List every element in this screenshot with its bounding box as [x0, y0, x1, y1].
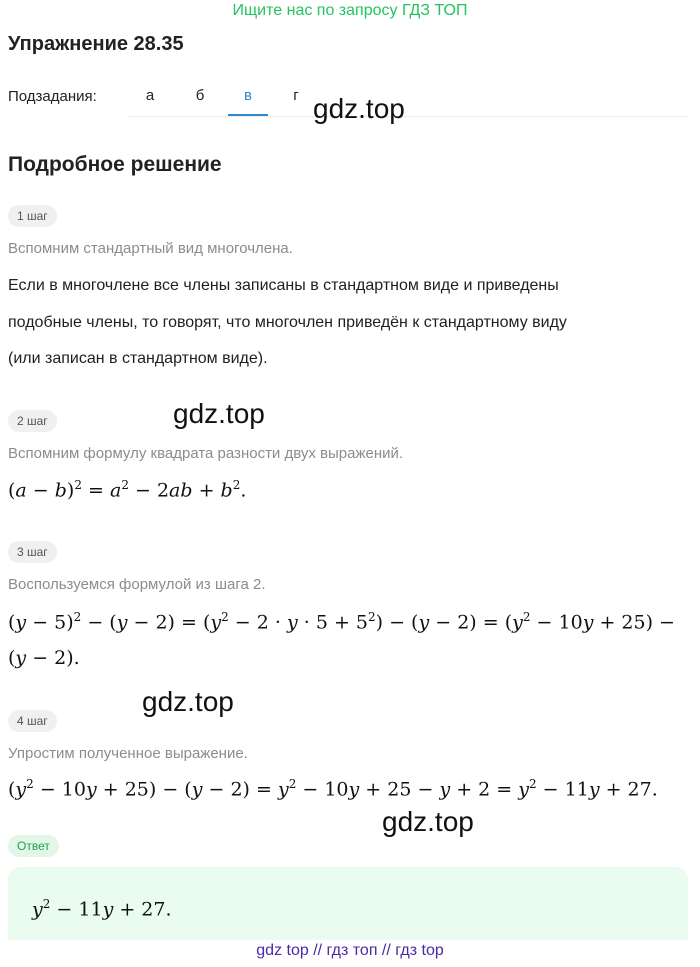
page-title: Упражнение 28.35	[8, 33, 184, 55]
solution-heading: Подробное решение	[8, 153, 222, 176]
step-1-line-1: Если в многочлене все члены записаны в стандартном виде и приведены	[8, 277, 559, 294]
answer-formula: $y^2 - 11y + 27$.	[32, 897, 172, 921]
step-4-formula: $(y^2 - 10y + 25) - (y - 2) = y^2 - 10y + 25 - y + 2 = y^2 - 11y + 27$.	[8, 777, 658, 801]
step-3-formula-line-2: (y − 2).	[8, 647, 80, 669]
step-2-badge: 2 шаг	[8, 410, 57, 432]
step-2-formula: $(a - b)^2 = a^2 - 2ab + b^2$.	[8, 478, 247, 502]
watermark: gdz.top	[313, 93, 405, 124]
footer-links[interactable]: gdz top // гдз топ // гдз top	[256, 942, 444, 959]
step-3-hint: Воспользуемся формулой из шага 2.	[8, 576, 266, 593]
answer-box	[8, 867, 688, 940]
step-4-hint: Упростим полученное выражение.	[8, 745, 248, 762]
step-1-hint: Вспомним стандартный вид многочлена.	[8, 240, 293, 257]
subtasks-label: Подзадания:	[8, 88, 97, 105]
step-3-formula-line-1: $(y - 5)^2 - (y - 2) = (y^2 - 2 \cdot y \cdot 5 + 5^2) - (y - 2) = (y^2 - 10y + 25)$ −	[8, 610, 675, 634]
tab-v[interactable]: в	[244, 87, 252, 104]
step-1-line-2: подобные члены, то говорят, что многочлен приведён к стандартному виду	[8, 314, 567, 331]
active-tab-indicator	[228, 114, 268, 116]
answer-badge: Ответ	[8, 835, 59, 857]
step-1-badge: 1 шаг	[8, 205, 57, 227]
step-1-line-3: (или записан в стандартном виде).	[8, 350, 268, 367]
step-4-badge: 4 шаг	[8, 710, 57, 732]
promo-banner[interactable]: Ищите нас по запросу ГДЗ ТОП	[232, 2, 468, 19]
watermark: gdz.top	[382, 806, 474, 837]
watermark: gdz.top	[173, 398, 265, 429]
tab-g[interactable]: г	[293, 87, 299, 104]
subtasks-tabs	[128, 83, 688, 117]
step-2-hint: Вспомним формулу квадрата разности двух выражений.	[8, 445, 404, 462]
watermark: gdz.top	[142, 686, 234, 717]
tab-a[interactable]: а	[145, 87, 155, 104]
tab-b[interactable]: б	[195, 87, 205, 104]
step-3-badge: 3 шаг	[8, 541, 57, 563]
